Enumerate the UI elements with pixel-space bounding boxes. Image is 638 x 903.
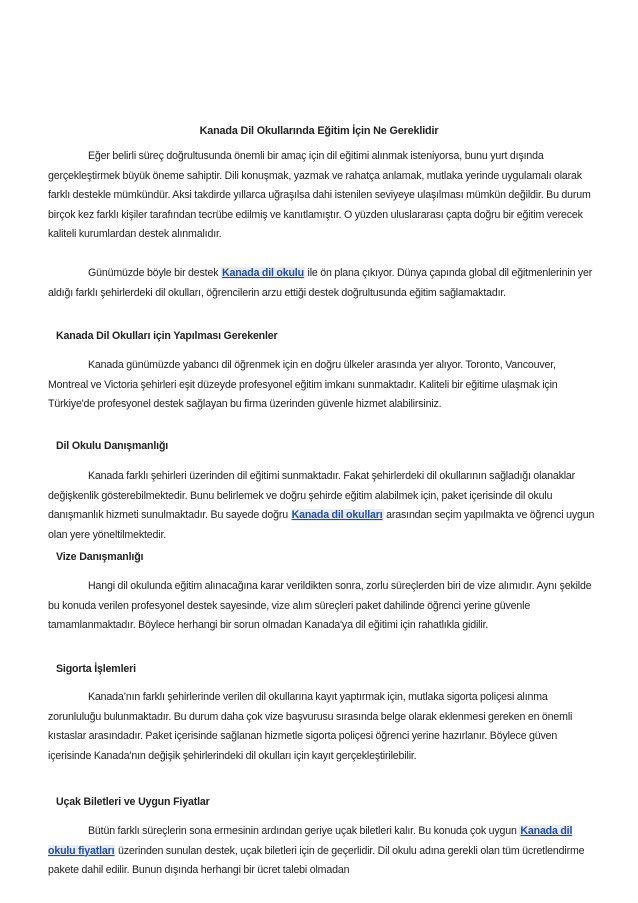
paragraph-text: Kanada günümüzde yabancı dil öğrenmek için en doğru ülkeler arasında yer alıyor. Toronto, Vancouver, Montreal ve Victoria şehirleri eşit düzeyde profesyonel eğitim imkanı sunmaktadır. Kaliteli bir eğitime ulaşmak için Türkiye'de profesyonel destek sağlayan bu firma üzerinden güvenle hizmet alabilirsiniz. [48, 359, 558, 410]
section-heading-flights: Uçak Biletleri ve Uygun Fiyatlar [56, 796, 210, 808]
document-title: Kanada Dil Okullarında Eğitim İçin Ne Gereklidir [199, 125, 439, 137]
paragraph-text: arasından seçim yapılmakta ve öğrenci uygun olan yere yöneltilmektedir. [48, 509, 595, 541]
paragraph-visa [48, 577, 596, 636]
paragraph-text: Bütün farklı süreçlerin sona ermesinin ardından geriye uçak biletleri kalır. Bu konuda çok uygun [88, 825, 520, 837]
paragraph-consulting [48, 467, 596, 545]
paragraph-intro [48, 147, 596, 245]
section-heading-insurance: Sigorta İşlemleri [56, 663, 136, 675]
section-heading-visa: Vize Danışmanlığı [56, 551, 144, 563]
link-kanada-dil-okullari[interactable]: Kanada dil okulları [291, 509, 383, 521]
section-heading-requirements: Kanada Dil Okulları için Yapılması Gerekenler [56, 330, 278, 342]
paragraph-text: ile ön plana çıkıyor. Dünya çapında global dil eğitmenlerinin yer aldığı farklı şehirlerdeki dil okulları, öğrencilerin arzu ettiği destek doğrultusunda eğitim sağlamaktadır. [48, 267, 593, 299]
paragraph-text: üzerinden sunulan destek, uçak biletleri için de geçerlidir. Dil okulu adına gerekli olan tüm ücretlendirme pakete dahil edilir. Bunun dışında herhangi bir ücret talebi olmadan [48, 844, 585, 876]
paragraph-text: Günümüzde böyle bir destek [88, 267, 221, 279]
paragraph-flights [48, 822, 596, 881]
paragraph-text: Kanada farklı şehirleri üzerinden dil eğitimi sunmaktadır. Fakat şehirlerdeki dil okullarının sağladığı olanaklar değişkenlik gösterebilmektedir. Bunu belirlemek ve doğru şehirde eğitim alabilmek için, paket içerisinde dil okulu danışmanlık hizmeti sunulmaktadır. Bu sayede doğru [48, 470, 576, 521]
link-kanada-dil-okulu[interactable]: Kanada dil okulu [221, 267, 304, 279]
paragraph-support [48, 264, 596, 303]
paragraph-text: Kanada’nın farklı şehirlerinde verilen dil okullarına kayıt yaptırmak için, mutlaka sigorta poliçesi alınma zorunluluğu bulunmaktadır. Bu durum daha çok vize başvurusu sırasında belge olarak eklenmesi gereken en önemli kıstaslar arasındadır. Paket içerisinde sağlanan hizmetle sigorta poliçesi öğrenci yerine hazırlanır. Böylece güven içerisinde Kanada'nın değişik şehirlerindeki dil okulları için kayıt gerçekleştirilebilir. [48, 691, 573, 762]
link-kanada-dil-okulu-fiyatlari[interactable]: Kanada dil okulu fiyatları [48, 825, 573, 857]
section-heading-consulting: Dil Okulu Danışmanlığı [56, 440, 169, 452]
paragraph-text: Hangi dil okulunda eğitim alınacağına karar verildikten sonra, zorlu süreçlerden biri de vize alımıdır. Aynı şekilde bu konuda verilen profesyonel destek sayesinde, vize alım süreçleri paket dahilinde öğrenci yerine güvenle tamamlanmaktadır. Böylece herhangi bir sorun olmadan Kanada'ya dil eğitimi için rahatlıkla gidilir. [48, 580, 592, 631]
paragraph-text: Eğer belirli süreç doğrultusunda önemli bir amaç için dil eğitimi alınmak isteniyorsa, bunu yurt dışında gerçekleştirmek büyük öneme sahiptir. Dili konuşmak, yazmak ve rahatça anlamak, mutlaka yerinde uygulamalı olarak farklı destekle mümkündür. Aksi takdirde yıllarca uğraşılsa dahi istenilen seviyeye ulaşılması mümkün değildir. Bu durum birçok kez farklı kişiler tarafından tecrübe edilmiş ve kanıtlamıştır. O yüzden uluslararası çapta doğru bir eğitim verecek kaliteli kurumlardan destek alınmalıdır. [48, 150, 591, 240]
paragraph-canada [48, 356, 596, 415]
paragraph-insurance [48, 688, 596, 766]
